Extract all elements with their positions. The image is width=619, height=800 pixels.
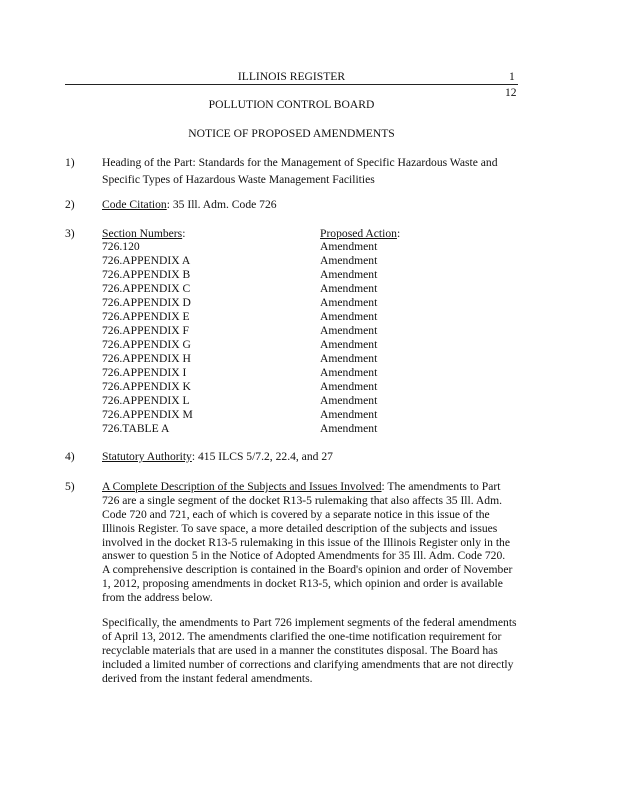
header-rule <box>65 84 518 85</box>
statutory-authority-text: : 415 ILCS 5/7.2, 22.4, and 27 <box>191 450 333 463</box>
item-1-text <box>102 155 542 185</box>
proposed-action: Amendment <box>320 254 378 267</box>
item-5-line: A comprehensive description is contained in the Board's opinion and order of November <box>102 563 513 577</box>
item-5-line: 726 are a single segment of the docket R13-5 rulemaking that also affects 35 Ill. Adm. <box>102 493 502 507</box>
proposed-action: Amendment <box>320 380 378 393</box>
proposed-action: Amendment <box>320 352 378 365</box>
proposed-action: Amendment <box>320 366 378 379</box>
section-number: 726.APPENDIX L <box>102 394 190 407</box>
code-citation <box>102 198 277 211</box>
item-5-paragraph-1 <box>102 479 542 604</box>
section-row <box>102 310 432 324</box>
proposed-action: Amendment <box>320 240 378 253</box>
item-5-first-line <box>102 479 542 493</box>
item-5-line: Code 720 and 721, each of which is covered by a separate notice in this issue of the <box>102 507 490 521</box>
section-row <box>102 296 432 310</box>
proposed-action-header <box>320 227 400 240</box>
section-row <box>102 366 432 380</box>
proposed-action: Amendment <box>320 408 378 421</box>
section-number: 726.APPENDIX M <box>102 408 193 421</box>
section-row <box>102 254 432 268</box>
item-5-para2-line: of April 13, 2012. The amendments clarified the one-time notification requirement for <box>102 629 502 643</box>
board-name: POLLUTION CONTROL BOARD <box>208 98 375 111</box>
section-row <box>102 324 432 338</box>
item-5-line: involved in the docket R13-5 rulemaking in this issue of the Illinois Register only in the <box>102 535 510 549</box>
section-row <box>102 408 432 422</box>
section-number: 726.APPENDIX K <box>102 380 191 393</box>
proposed-action: Amendment <box>320 296 378 309</box>
item-5-para2-line: included a limited number of corrections and clarifying amendments that are not directly <box>102 657 514 671</box>
section-number: 726.APPENDIX H <box>102 352 191 365</box>
item-5-para2-line: Specifically, the amendments to Part 726 implement segments of the federal amendments <box>102 616 517 629</box>
item-5-paragraph-2 <box>102 615 542 684</box>
item-1-line: Heading of the Part: Standards for the Management of Specific Hazardous Waste and <box>102 156 498 169</box>
issue-number: 12 <box>505 86 517 99</box>
code-citation-text: : 35 Ill. Adm. Code 726 <box>166 198 277 211</box>
description-first-line-rest: : The amendments to Part <box>381 480 501 493</box>
item-5-line: Illinois Register. To save space, a more detailed description of the subjects and issues <box>102 521 498 535</box>
section-number: 726.APPENDIX G <box>102 338 191 351</box>
statutory-authority <box>102 450 333 463</box>
section-number: 726.APPENDIX B <box>102 268 191 281</box>
section-row <box>102 338 432 352</box>
item-3-number: 3) <box>65 227 75 240</box>
proposed-action: Amendment <box>320 282 378 295</box>
item-1-line: Specific Types of Hazardous Waste Management Facilities <box>102 172 375 186</box>
item-5-para2-line: recyclable materials that are used in a manner the constitutes disposal. The Board has <box>102 643 498 657</box>
proposed-action: Amendment <box>320 310 378 323</box>
proposed-action: Amendment <box>320 394 378 407</box>
section-row <box>102 268 432 282</box>
proposed-action: Amendment <box>320 338 378 351</box>
section-number: 726.APPENDIX F <box>102 324 189 337</box>
section-number: 726.APPENDIX C <box>102 282 191 295</box>
section-row <box>102 240 432 254</box>
notice-title: NOTICE OF PROPOSED AMENDMENTS <box>188 127 395 140</box>
section-number: 726.APPENDIX I <box>102 366 187 379</box>
item-2-number: 2) <box>65 198 75 211</box>
item-5-para2-line: derived from the instant federal amendments. <box>102 671 313 685</box>
section-numbers-colon: : <box>182 227 186 240</box>
proposed-action-label: Proposed Action <box>320 227 397 240</box>
proposed-action: Amendment <box>320 324 378 337</box>
section-row <box>102 394 432 408</box>
item-4-number: 4) <box>65 450 75 463</box>
item-5-number: 5) <box>65 480 75 493</box>
section-number: 726.APPENDIX D <box>102 296 191 309</box>
item-1-number: 1) <box>65 156 75 169</box>
section-row <box>102 282 432 296</box>
section-row <box>102 352 432 366</box>
code-citation-label: Code Citation <box>102 198 167 211</box>
proposed-action-colon: : <box>396 227 401 240</box>
item-5-line: from the address below. <box>102 591 213 605</box>
section-row <box>102 380 432 394</box>
item-5-line: 1, 2012, proposing amendments in docket R13-5, which opinion and order is available <box>102 577 503 591</box>
section-number: 726.TABLE A <box>102 422 170 435</box>
proposed-action: Amendment <box>320 268 378 281</box>
page-number: 1 <box>509 70 515 83</box>
item-5-line: answer to question 5 in the Notice of Adopted Amendments for 35 Ill. Adm. Code 720. <box>102 549 506 563</box>
description-label: A Complete Description of the Subjects and Issues Involved <box>102 480 382 493</box>
section-number: 726.APPENDIX A <box>102 254 191 267</box>
section-numbers-label: Section Numbers <box>102 227 183 240</box>
section-number: 726.APPENDIX E <box>102 310 190 323</box>
section-numbers-header <box>102 227 185 240</box>
section-number: 726.120 <box>102 240 140 253</box>
register-title: ILLINOIS REGISTER <box>237 70 346 83</box>
statutory-authority-label: Statutory Authority <box>102 450 192 463</box>
proposed-action: Amendment <box>320 422 378 435</box>
section-row <box>102 422 432 436</box>
